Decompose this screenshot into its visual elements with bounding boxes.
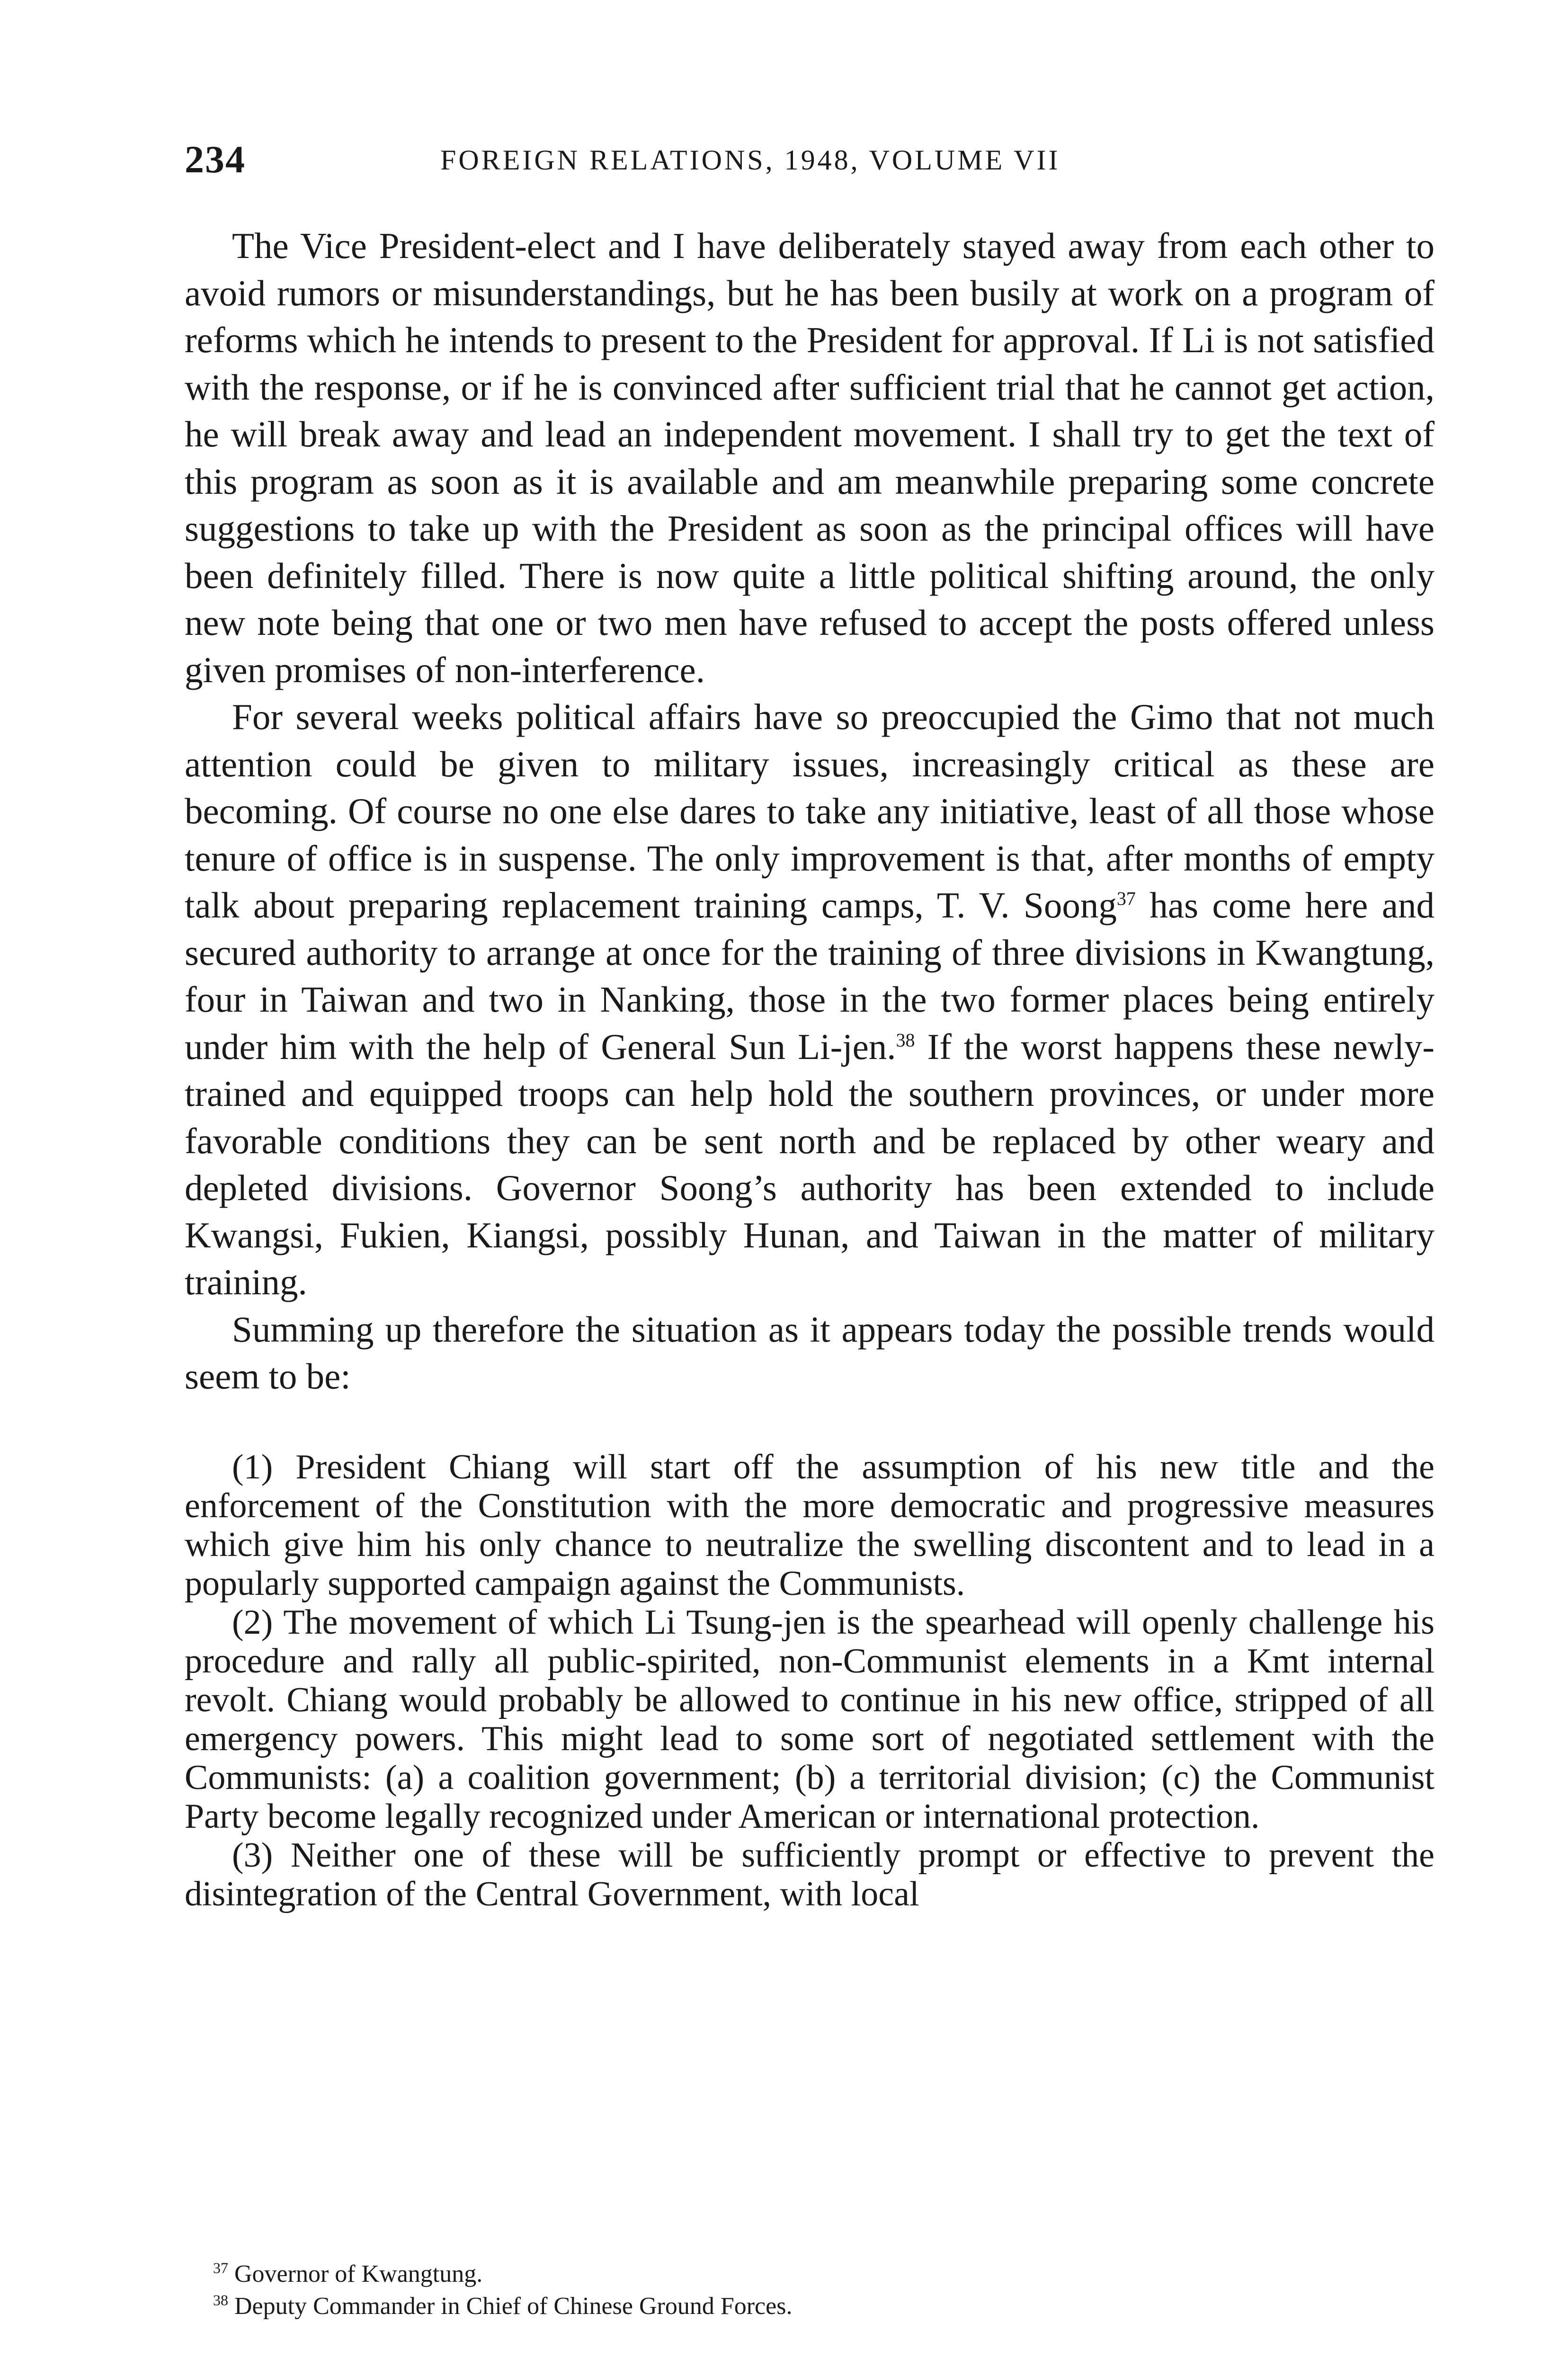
paragraph-summing-up: Summing up therefore the situation as it appears today the possible trends would seem to be:: [185, 1308, 1434, 1397]
paragraph-text: has come here and secured authority to arrange at once for the training of three divisions in Kwangtung, four in Taiwan and two in Nanking, those in the two former places being entirely under him with the help of General Sun Li-jen.: [185, 885, 1435, 1067]
paragraph-text: For several weeks political affairs have so preoccupied the Gimo that not much attention could be given to military issues, increasingly critical as these are becoming. Of course no one else dares to take any initiative, least of all those whose tenure of office is in suspense. The only improvement is that, after months of empty talk about preparing replacement training camps, T. V. Soong: [185, 696, 1434, 925]
footnote-ref-37: 37: [1116, 888, 1136, 909]
paragraph-text: If the worst happens these newly-trained and equipped troops can help hold the southern provinces, or under more favorable conditions they can be sent north and be replaced by other weary and depleted divisions. Governor Soong’s authority has been extended to include Kwangsi, Fukien, Kiangsi, possibly Hunan, and Taiwan in the matter of military training.: [185, 1026, 1434, 1302]
footnote-37: [185, 2258, 1434, 2290]
list-item: (3) Neither one of these will be sufficiently prompt or effective to prevent the disintegration of the Central Government, with local: [185, 1835, 1434, 1913]
footnote-text: Governor of Kwangtung.: [234, 2260, 483, 2287]
footnote-38: [185, 2290, 1434, 2323]
paragraph-vice-president: The Vice President-elect and I have deliberately stayed away from each other to avoid rumors or misunderstandings, but he has been busily at work on a program of reforms which he intends to present to the President for approval. If Li is not satisfied with the response, or if he is convinced after sufficient trial that he cannot get action, he will break away and lead an independent movement. I shall try to get the text of this program as soon as it is available and am meanwhile preparing some concrete suggestions to take up with the President as soon as the principal offices will have been definitely filled. There is now quite a little political shifting around, the only new note being that one or two men have refused to accept the posts offered unless given promises of non-interference.: [185, 225, 1434, 690]
trends-list: [185, 1448, 1434, 1913]
footnote-text: Deputy Commander in Chief of Chinese Ground Forces.: [234, 2293, 793, 2320]
footnote-mark: 37: [213, 2259, 228, 2277]
footnote-ref-38: 38: [896, 1029, 915, 1050]
page-number: 234: [185, 138, 246, 181]
footnote-mark: 38: [213, 2291, 228, 2309]
footnotes: [185, 2258, 1434, 2323]
paragraph-military-issues: [185, 694, 1434, 1306]
body-text: [185, 222, 1434, 1913]
list-item: (2) The movement of which Li Tsung-jen is the spearhead will openly challenge his procedure and rally all public-spirited, non-Communist elements in a Kmt internal revolt. Chiang would probably be allowed to continue in his new office, stripped of all emergency powers. This might lead to some sort of negotiated settlement with the Communists: (a) a coalition government; (b) a territorial division; (c) the Communist Party become legally recognized under American or international protection.: [185, 1602, 1434, 1836]
running-title: FOREIGN RELATIONS, 1948, VOLUME VII: [440, 144, 1060, 176]
list-item: (1) President Chiang will start off the assumption of his new title and the enforcement of the Constitution with the more democratic and progressive measures which give him his only chance to neutralize the swelling discontent and to lead in a popularly supported campaign against the Communists.: [185, 1447, 1434, 1603]
page-header: [185, 137, 1434, 189]
